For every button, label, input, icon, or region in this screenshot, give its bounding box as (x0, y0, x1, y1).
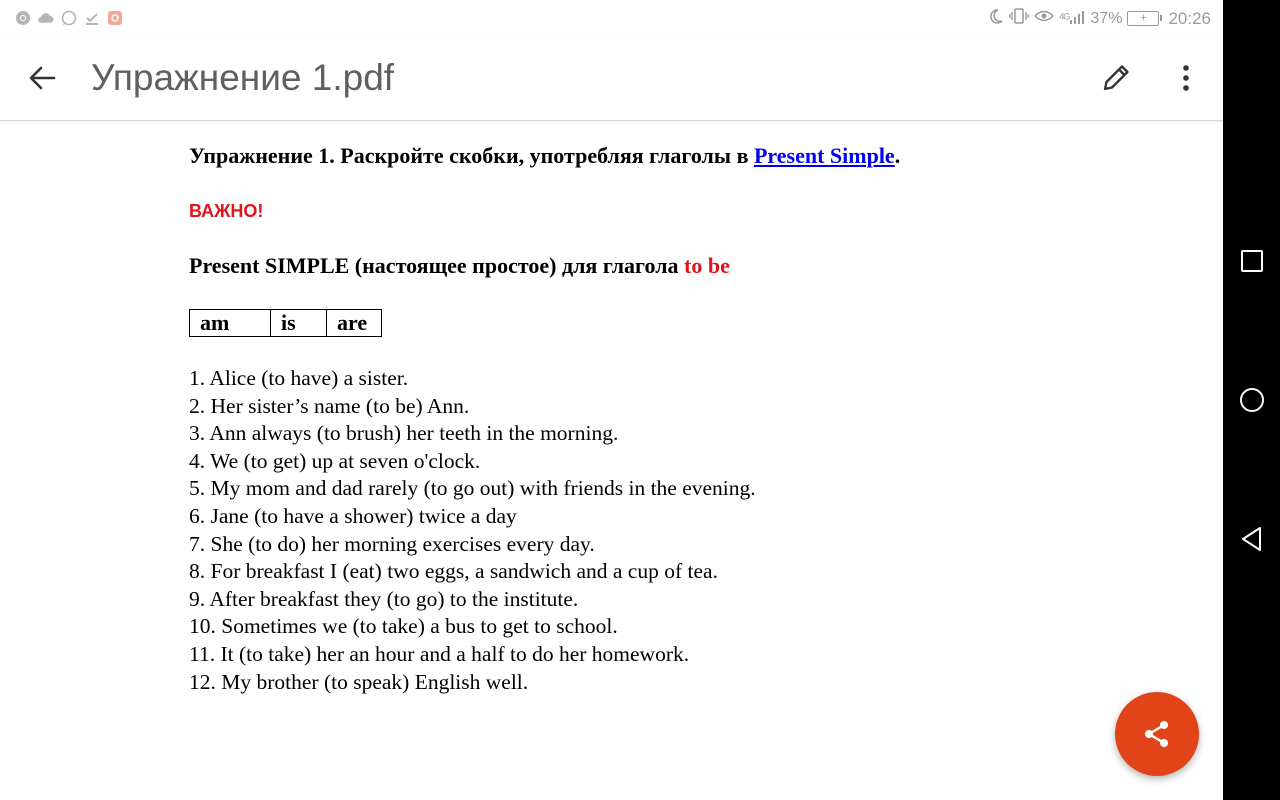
table-cell-am: am (190, 310, 271, 337)
share-icon (1142, 719, 1172, 749)
heading-suffix: . (894, 143, 901, 168)
table-cell-is: is (271, 310, 327, 337)
pencil-edit-icon (1100, 62, 1132, 94)
list-item: 4. We (to get) up at seven o'clock. (189, 448, 481, 473)
list-item: 5. My mom and dad rarely (to go out) with friends in the evening. (189, 476, 756, 501)
battery-percent: 37% (1090, 9, 1123, 27)
verb-forms-table (189, 309, 382, 337)
more-options-button[interactable] (1166, 56, 1206, 100)
back-triangle-icon (1240, 526, 1264, 552)
list-item: 9. After breakfast they (to go) to the institute. (189, 586, 579, 611)
eye-comfort-icon (1034, 9, 1054, 28)
app-bar (0, 36, 1223, 121)
subheading-text: Present SIMPLE (настоящее простое) для глагола (189, 253, 685, 278)
list-item: 6. Jane (to have a shower) twice a day (189, 503, 517, 528)
list-item: 7. She (to do) her morning exercises every day. (189, 531, 595, 556)
chrome-icon (14, 9, 31, 26)
home-circle-icon (1239, 387, 1265, 413)
list-item: 3. Ann always (to brush) her teeth in the morning. (189, 421, 619, 446)
system-navigation-bar (1223, 0, 1280, 800)
network-type-label: 4G (1059, 11, 1070, 22)
edit-button[interactable] (1094, 56, 1138, 100)
table-row (190, 310, 382, 337)
share-button[interactable] (1115, 692, 1199, 776)
list-item: 1. Alice (to have) a sister. (189, 366, 409, 390)
vibrate-icon (1009, 8, 1029, 29)
table-cell-are: are (327, 310, 382, 337)
more-vert-icon (1182, 65, 1190, 91)
recents-button[interactable] (1235, 244, 1269, 278)
exercise-sentences (189, 365, 756, 696)
status-notification-icons (14, 9, 123, 26)
document-title: Упражнение 1.pdf (91, 57, 395, 98)
status-bar (0, 0, 1223, 36)
exercise-heading (189, 143, 900, 169)
status-time: 20:26 (1168, 8, 1211, 28)
list-item: 12. My brother (to speak) English well. (189, 669, 529, 694)
do-not-disturb-moon-icon (988, 8, 1004, 29)
recents-square-icon (1240, 249, 1264, 273)
signal-4g-icon (1059, 10, 1085, 27)
back-button[interactable] (22, 58, 62, 98)
present-simple-link[interactable]: Present Simple (753, 143, 895, 168)
heading-text: Упражнение 1. Раскройте скобки, употребляя глаголы в (189, 143, 754, 168)
nav-back-button[interactable] (1235, 522, 1269, 556)
list-item: 10. Sometimes we (to take) a bus to get to school. (189, 614, 618, 639)
whatsapp-icon (60, 9, 77, 26)
important-label: ВАЖНО! (189, 201, 264, 221)
cloud-icon (37, 9, 54, 26)
list-item: 8. For breakfast I (eat) two eggs, a sandwich and a cup of tea. (189, 559, 718, 584)
list-item: 2. Her sister’s name (to be) Ann. (189, 393, 470, 418)
back-arrow-icon (28, 64, 56, 92)
app-notification-icon (106, 9, 123, 26)
to-be-subheading (189, 253, 730, 279)
download-done-icon (83, 9, 100, 26)
list-item: 11. It (to take) her an hour and a half to do her homework. (189, 641, 690, 666)
home-button[interactable] (1235, 383, 1269, 417)
to-be-highlight: to be (684, 253, 730, 278)
battery-icon: + (1127, 11, 1159, 26)
status-system-icons (988, 8, 1211, 29)
